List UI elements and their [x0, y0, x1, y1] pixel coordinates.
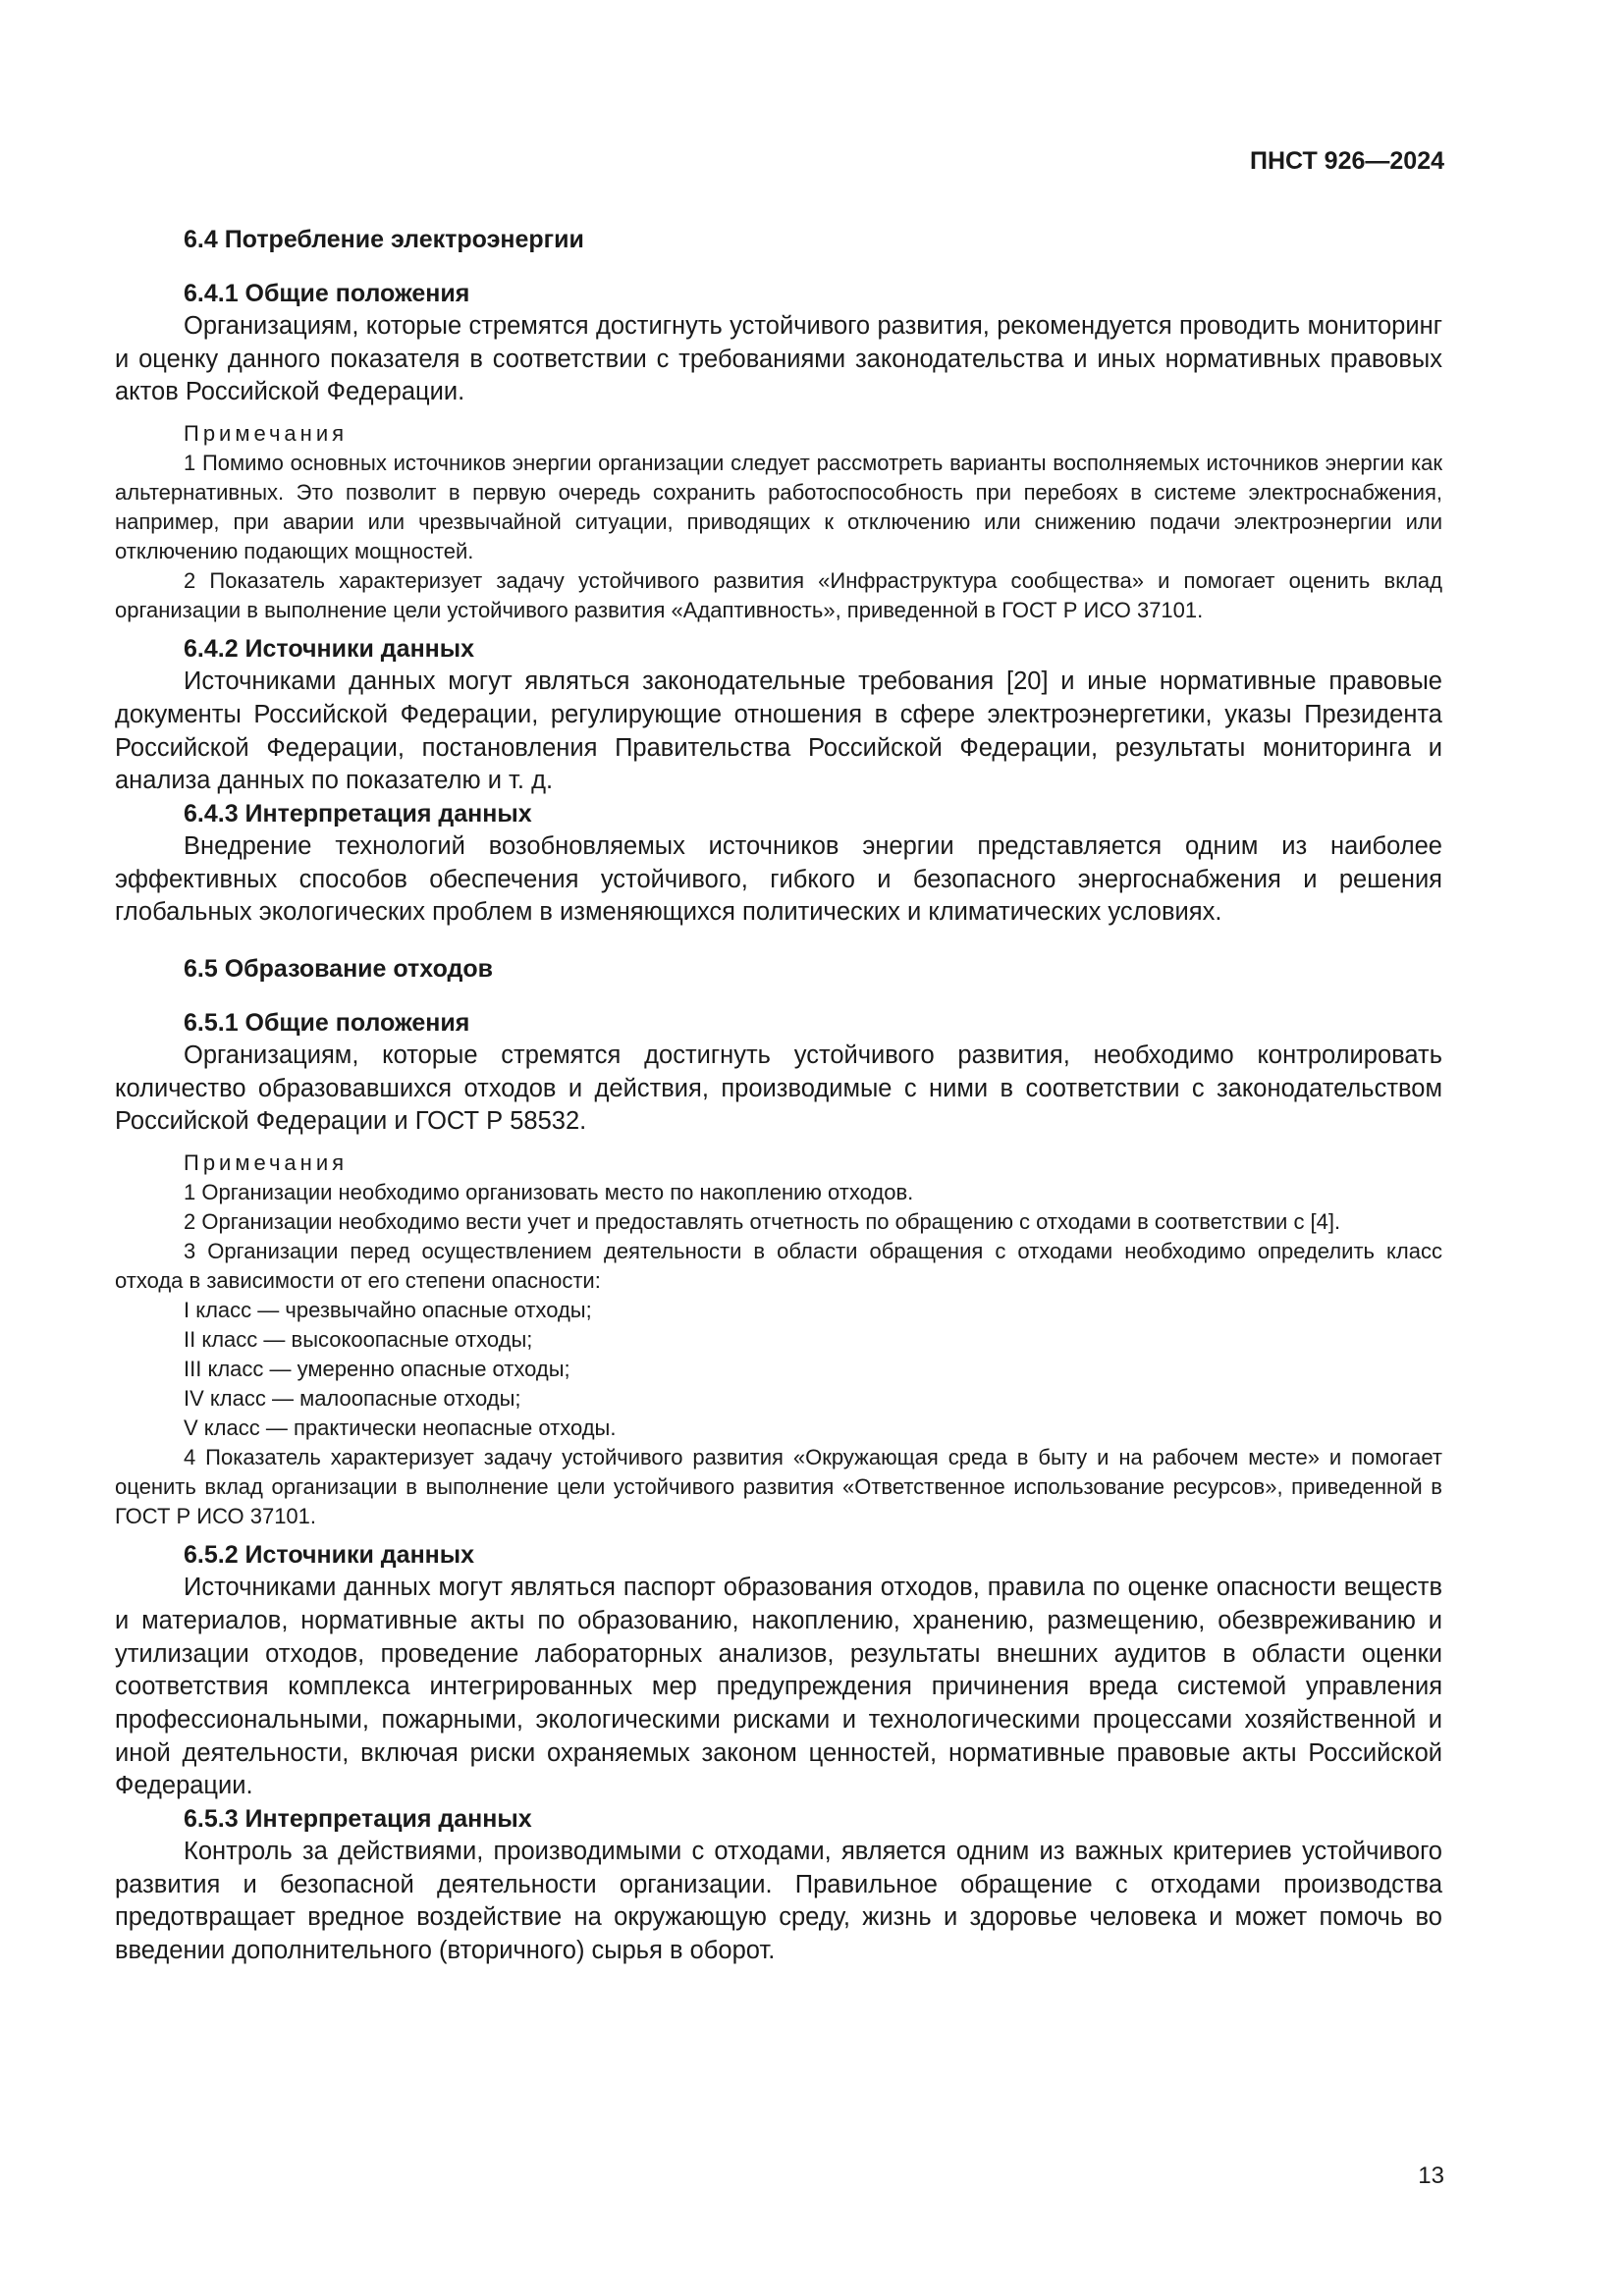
- list-item: II класс — высокоопасные отходы;: [184, 1327, 533, 1353]
- section-6-4-3-text: Внедрение технологий возобновляемых источников энергии представляется одним из наиболее эффективных способов обеспечения устойчивого, гибкого и безопасного энергоснабжения и решения глобальных экологических проблем в изменяющихся политических и климатических условиях.: [115, 831, 1442, 927]
- document-body: [115, 224, 1442, 1968]
- note-item: 4 Показатель характеризует задачу устойчивого развития «Окружающая среда в быту и на рабочем месте» и помогает оценить вклад организации в выполнение цели устойчивого развития «Ответственное использование ресурсов», приведенной в ГОСТ Р ИСО 37101.: [115, 1445, 1442, 1529]
- section-6-4-1-title: 6.4.1 Общие положения: [184, 280, 470, 307]
- notes-title: Примечания: [184, 1150, 349, 1176]
- section-6-5-2-text: Источниками данных могут являться паспорт образования отходов, правила по оценке опасности веществ и материалов, нормативные акты по образованию, накоплению, хранению, размещению, обезвреживанию и утилизации отходов, проведение лабораторных анализов, результаты внешних аудитов в области оценки соответствия комплекса интегрированных мер предупреждения причинения вреда системой управления профессиональными, пожарными, экологическими рисками и технологическими процессами хозяйственной и иной деятельности, включая риски охраняемых законом ценностей, нормативные правовые акты Российской Федерации.: [115, 1574, 1442, 1800]
- notes-6-4-1: [115, 419, 1442, 625]
- document-code: ПНСТ 926—2024: [1250, 147, 1444, 175]
- section-6-4-2-title: 6.4.2 Источники данных: [184, 635, 475, 664]
- note-item: 3 Организации перед осуществлением деятельности в области обращения с отходами необходимо определить класс отхода в зависимости от его степени опасности:: [115, 1239, 1442, 1294]
- list-item: I класс — чрезвычайно опасные отходы;: [184, 1298, 592, 1323]
- section-6-5-3-title: 6.5.3 Интерпретация данных: [184, 1805, 532, 1834]
- notes-6-5-1: [115, 1148, 1442, 1531]
- note-item: 2 Организации необходимо вести учет и предоставлять отчетность по обращению с отходами в соответствии с [4].: [184, 1209, 1341, 1235]
- note-item: 1 Помимо основных источников энергии организации следует рассмотреть варианты восполняемых источников энергии как альтернативных. Это позволит в первую очередь сохранить работоспособность при перебоях в системе электроснабжения, например, при аварии или чрезвычайной ситуации, приводящих к отключению или снижению подачи электроэнергии или отключению подающих мощностей.: [115, 451, 1442, 564]
- list-item: III класс — умеренно опасные отходы;: [184, 1357, 570, 1382]
- notes-title: Примечания: [184, 421, 349, 447]
- section-6-5-3-text: Контроль за действиями, производимыми с отходами, является одним из важных критериев устойчивого развития и безопасной деятельности организации. Правильное обращение с отходами производства предотвращает вредное воздействие на окружающую среду, жизнь и здоровье человека и может помочь во введении дополнительного (вторичного) сырья в оборот.: [115, 1838, 1442, 1965]
- section-6-4-title: 6.4 Потребление электроэнергии: [184, 226, 584, 253]
- hazard-class-list: [115, 1296, 1442, 1443]
- section-6-5-2-title: 6.5.2 Источники данных: [184, 1541, 475, 1570]
- section-6-4-3-title: 6.4.3 Интерпретация данных: [184, 799, 532, 828]
- list-item: IV класс — малоопасные отходы;: [184, 1386, 521, 1412]
- section-6-5-title: 6.5 Образование отходов: [184, 955, 494, 984]
- section-6-4-1-text: Организациям, которые стремятся достигнуть устойчивого развития, рекомендуется проводить мониторинг и оценку данного показателя в соответствии с требованиями законодательства и иных нормативных правовых актов Российской Федерации.: [115, 312, 1442, 406]
- note-item: 1 Организации необходимо организовать место по накоплению отходов.: [184, 1180, 914, 1205]
- section-6-5-1-title: 6.5.1 Общие положения: [184, 1009, 470, 1038]
- note-item: 2 Показатель характеризует задачу устойчивого развития «Инфраструктура сообщества» и помогает оценить вклад организации в выполнение цели устойчивого развития «Адаптивность», приведенной в ГОСТ Р ИСО 37101.: [115, 568, 1442, 623]
- section-6-4-2-text: Источниками данных могут являться законодательные требования [20] и иные нормативные правовые документы Российской Федерации, регулирующие отношения в сфере электроэнергетики, указы Президента Российской Федерации, постановления Правительства Российской Федерации, результаты мониторинга и анализа данных по показателю и т. д.: [115, 667, 1442, 795]
- section-6-5-1-text: Организациям, которые стремятся достигнуть устойчивого развития, необходимо контролировать количество образовавшихся отходов и действия, производимые с ними в соответствии с законодательством Российской Федерации и ГОСТ Р 58532.: [115, 1041, 1442, 1136]
- list-item: V класс — практически неопасные отходы.: [184, 1415, 617, 1441]
- page-number: 13: [1418, 2163, 1444, 2189]
